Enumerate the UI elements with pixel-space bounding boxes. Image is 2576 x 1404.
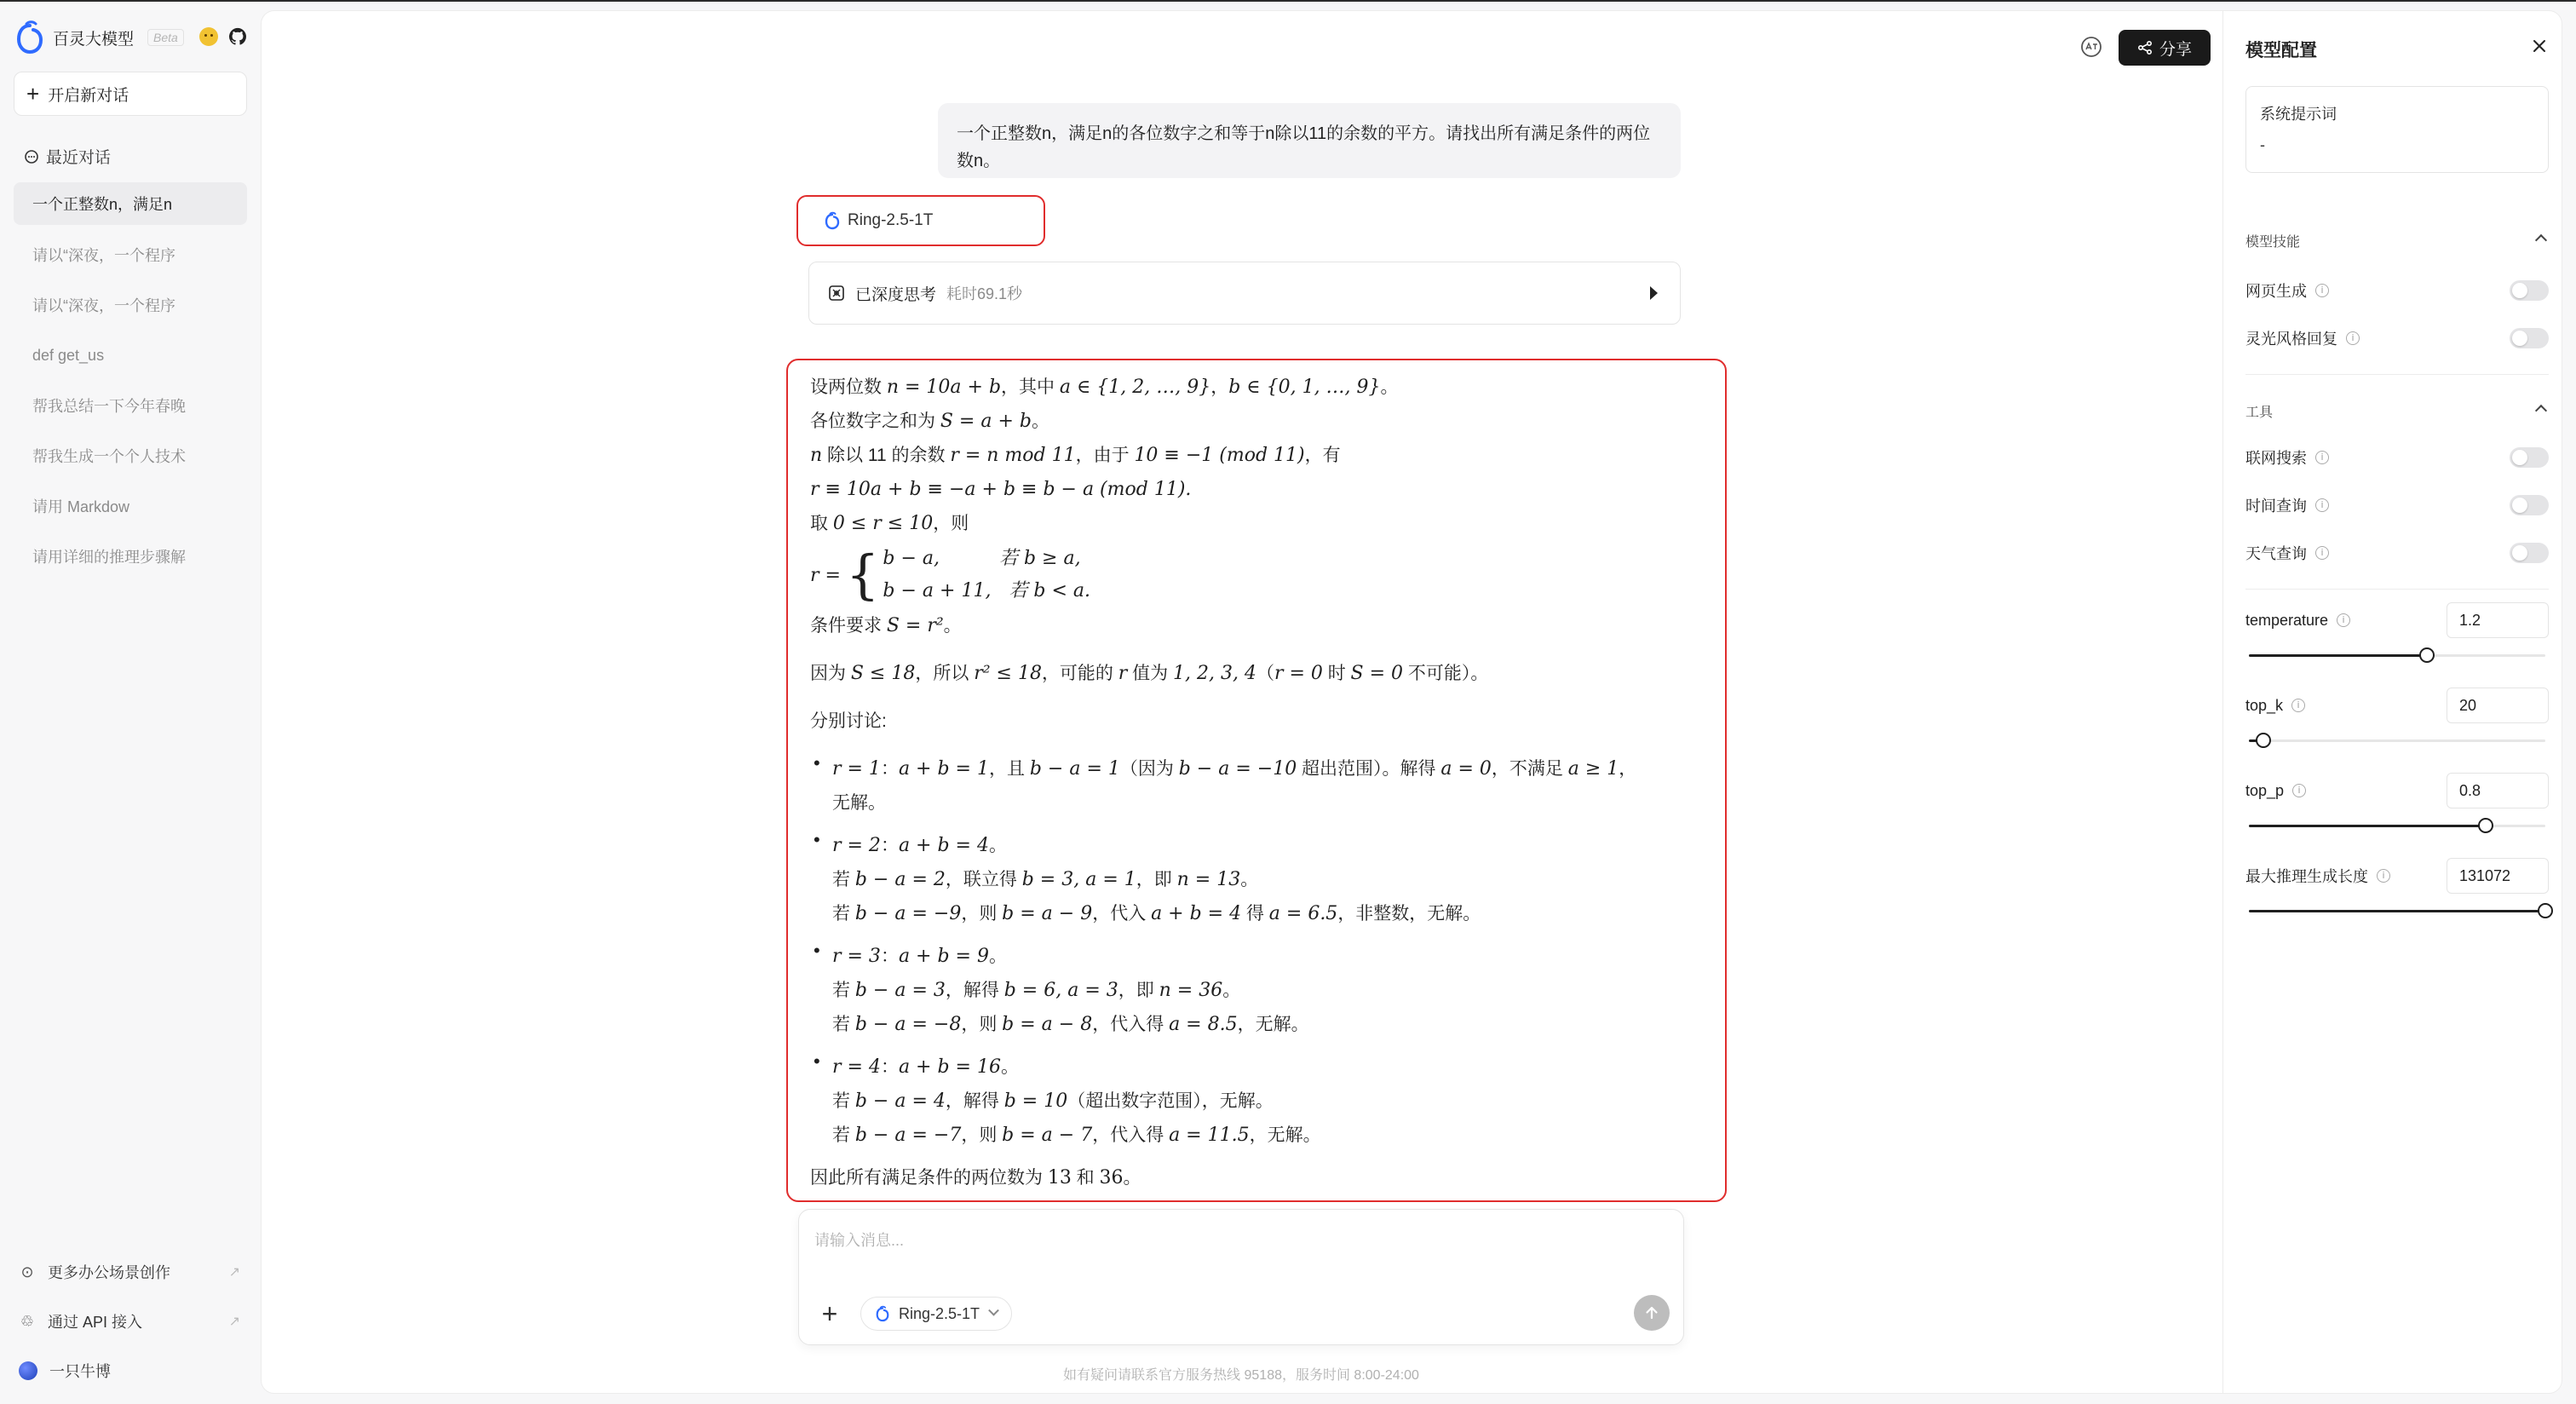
thinking-icon <box>828 285 845 302</box>
emoji-icon[interactable] <box>199 27 218 46</box>
text: 。 <box>943 616 962 636</box>
text: 。 <box>1000 1057 1019 1077</box>
history-item[interactable]: 请以“深夜，一个程序 <box>32 297 175 314</box>
add-attachment-button[interactable]: + <box>821 1298 838 1329</box>
text: ，且 <box>988 759 1030 779</box>
math: b − a, 若 b ≥ a, <box>883 548 1081 569</box>
text: 条件要求 <box>810 616 887 636</box>
math: b = 10 <box>1003 1090 1068 1112</box>
text: ，所以 <box>915 664 975 683</box>
caret-right-icon <box>1650 286 1658 300</box>
text: （因为 <box>1119 759 1179 779</box>
info-icon[interactable]: i <box>2292 784 2306 797</box>
temperature-input[interactable]: 1.2 <box>2447 602 2549 638</box>
text: 超出范围）。解得 <box>1297 759 1441 779</box>
math: 10 ≡ −1 (mod 11) <box>1134 445 1305 466</box>
model-name: Ring-2.5-1T <box>848 211 934 229</box>
info-icon[interactable]: i <box>2315 498 2329 512</box>
text: ，则 <box>961 1015 1003 1034</box>
answer-line <box>832 1085 1725 1119</box>
text: ，解得 <box>945 981 1004 1000</box>
param-label: top_k <box>2245 696 2284 714</box>
skill-row <box>2245 326 2549 350</box>
external-link-icon: ↗ <box>228 1265 240 1280</box>
math: 1, 2, 3, 4 <box>1172 663 1256 684</box>
text: ， <box>1619 759 1637 779</box>
text: ，代入得 <box>1092 1015 1170 1034</box>
piecewise-formula <box>810 541 1725 609</box>
math: b − a = −10 <box>1178 758 1297 780</box>
text: ，非整数，无解。 <box>1337 904 1481 924</box>
answer-line: 无解。 <box>832 793 886 813</box>
slider-handle[interactable] <box>2478 818 2493 833</box>
math: S = 0 <box>1350 663 1404 684</box>
math: b = a − 8 <box>1002 1014 1093 1035</box>
text: ，联立得 <box>945 870 1022 889</box>
spacer <box>810 820 1725 829</box>
divider <box>2245 589 2549 590</box>
answer-line <box>832 940 1725 974</box>
math: a = 6.5 <box>1268 903 1338 924</box>
answer-line <box>810 473 1725 507</box>
web-search-toggle[interactable] <box>2510 447 2549 468</box>
math: r² ≤ 18 <box>974 663 1042 684</box>
recent-chats-label: 最近对话 <box>46 149 112 167</box>
ring-model-icon <box>824 211 841 230</box>
model-tag <box>796 195 1045 246</box>
text: ，代入 <box>1092 904 1152 924</box>
text: （超出数字范围），无解。 <box>1067 1091 1274 1111</box>
text: 。 <box>1031 411 1049 431</box>
system-prompt-box[interactable] <box>2245 86 2549 173</box>
api-icon: ♲ <box>20 1312 35 1330</box>
spacer <box>810 931 1725 940</box>
case-item <box>810 1050 1725 1153</box>
text: 值为 <box>1127 664 1173 683</box>
text: 因此所有满足条件的两位数为 <box>810 1168 1048 1188</box>
text: 除以 11 的余数 <box>822 446 951 465</box>
window-top-border <box>0 0 2576 2</box>
slider-fill <box>2249 910 2545 912</box>
text: 得 <box>1241 904 1269 924</box>
assistant-answer <box>786 359 1727 1202</box>
text: ： <box>880 759 899 779</box>
share-button[interactable] <box>2119 30 2211 66</box>
math: r = 1 <box>832 758 881 780</box>
share-icon <box>2137 40 2153 55</box>
tool-label: 天气查询 <box>2245 545 2307 562</box>
text: ，有 <box>1304 446 1341 465</box>
math: a ≥ 1 <box>1567 758 1619 780</box>
slider-handle[interactable] <box>2419 647 2435 663</box>
math: b − a = 4 <box>854 1090 946 1112</box>
text: 设两位数 <box>810 377 887 397</box>
text: ， <box>1210 377 1229 397</box>
text: ，其中 <box>1001 377 1060 397</box>
math: r <box>1118 663 1128 684</box>
close-icon[interactable] <box>2528 35 2550 57</box>
case-item <box>810 752 1725 820</box>
math: b = 3, a = 1 <box>1021 869 1136 890</box>
skill-row <box>2245 279 2549 302</box>
max-length-input[interactable]: 131072 <box>2447 858 2549 894</box>
top-p-input[interactable]: 0.8 <box>2447 773 2549 808</box>
text: 。 <box>988 947 1007 966</box>
math: b = 6, a = 3 <box>1003 980 1118 1001</box>
text: 若 <box>832 904 855 924</box>
answer-line <box>810 405 1725 439</box>
text: 若 <box>832 1091 855 1111</box>
top-k-slider[interactable] <box>2249 732 2545 749</box>
math: a ∈ {1, 2, …, 9} <box>1059 377 1211 398</box>
info-icon[interactable]: i <box>2346 331 2360 345</box>
chat-bubble-icon <box>24 149 39 164</box>
text: ，解得 <box>945 1091 1004 1111</box>
param-temperature <box>2245 602 2549 638</box>
answer-line <box>832 1119 1725 1153</box>
answer-line <box>832 1008 1725 1042</box>
math: a + b = 4 <box>1151 903 1242 924</box>
model-select[interactable] <box>860 1297 1012 1331</box>
tool-row <box>2245 493 2549 517</box>
text: ，即 <box>1118 981 1159 1000</box>
math: a = 11.5 <box>1169 1125 1250 1146</box>
spacer <box>810 739 1725 752</box>
info-icon[interactable]: i <box>2291 699 2305 712</box>
brand-name: 百灵大模型 <box>53 30 135 49</box>
history-item[interactable]: 一个正整数n，满足n <box>14 182 247 225</box>
text: 。 <box>988 836 1007 855</box>
answer-line <box>810 371 1725 405</box>
info-icon[interactable]: i <box>2315 451 2329 464</box>
new-chat-label: 开启新对话 <box>48 86 129 105</box>
text: 。 <box>1222 981 1241 1000</box>
text: ： <box>880 836 899 855</box>
brace-icon: { <box>845 544 880 606</box>
text: ，无解。 <box>1237 1015 1309 1034</box>
github-icon[interactable] <box>228 27 247 46</box>
param-label: top_p <box>2245 781 2285 799</box>
text: ，则 <box>933 514 969 533</box>
math: a + b = 1 <box>898 758 989 780</box>
text: 因为 <box>810 664 851 683</box>
beta-badge: Beta <box>147 29 184 46</box>
more-scenes-link[interactable] <box>19 1261 240 1283</box>
tool-label: 时间查询 <box>2245 498 2307 515</box>
history-item[interactable]: 请用详细的推理步骤解 <box>32 549 186 566</box>
text: ，可能的 <box>1041 664 1118 683</box>
slider-fill <box>2249 654 2427 657</box>
user-message: 一个正整数n，满足n的各位数字之和等于n除以11的余数的平方。请找出所有满足条件的两位数n。 <box>938 103 1681 178</box>
text: 。 <box>1380 377 1399 397</box>
math: b − a = 3 <box>854 980 946 1001</box>
text: 取 <box>810 514 833 533</box>
chevron-down-icon <box>988 1304 999 1315</box>
thinking-label: 已深度思考 <box>855 285 937 304</box>
math: n = 13 <box>1176 869 1241 890</box>
param-label: temperature <box>2245 611 2329 629</box>
math: n = 36 <box>1159 980 1223 1001</box>
main-panel <box>261 10 2562 1394</box>
recent-chats-header <box>24 145 111 168</box>
skill-label: 灵光风格回复 <box>2245 331 2337 348</box>
math: b − a = 2 <box>854 869 946 890</box>
chevron-up-icon[interactable] <box>2535 234 2547 246</box>
weather-query-toggle[interactable] <box>2510 543 2549 563</box>
tool-row <box>2245 541 2549 565</box>
compass-icon: ⊙ <box>20 1263 34 1280</box>
ring-model-icon <box>875 1305 890 1322</box>
web-generation-toggle[interactable] <box>2510 280 2549 301</box>
model-select-value: Ring-2.5-1T <box>899 1304 980 1322</box>
text: ，则 <box>961 904 1003 924</box>
param-top-p <box>2245 773 2549 808</box>
system-prompt-label: 系统提示词 <box>2260 106 2337 123</box>
plus-icon: + <box>26 81 40 106</box>
skills-section-title: 模型技能 <box>2245 235 2301 250</box>
style-reply-toggle[interactable] <box>2510 328 2549 348</box>
math: a + b = 9 <box>898 946 989 967</box>
api-access-label: 通过 API 接入 <box>48 1314 143 1331</box>
math: b − a = −8 <box>854 1014 962 1035</box>
math: a = 0 <box>1440 758 1492 780</box>
divider <box>2245 374 2549 375</box>
piecewise-cases <box>883 543 1090 607</box>
model-config-panel <box>2222 11 2563 1393</box>
spacer <box>810 691 1725 705</box>
bailing-logo-icon <box>15 20 44 55</box>
text: ，由于 <box>1075 446 1135 465</box>
text: （ <box>1256 664 1274 683</box>
user-profile[interactable] <box>19 1360 240 1382</box>
math: n = 10a + b <box>886 377 1002 398</box>
answer-line <box>810 439 1725 473</box>
math: n <box>810 445 823 466</box>
case-item <box>810 940 1725 1042</box>
info-icon[interactable]: i <box>2315 284 2329 297</box>
math: b = a − 9 <box>1002 903 1093 924</box>
param-top-k <box>2245 688 2549 723</box>
answer-line <box>832 1050 1725 1085</box>
text: 若 <box>832 981 855 1000</box>
math: r = 3 <box>832 946 881 967</box>
answer-line <box>832 829 1725 863</box>
slider-handle[interactable] <box>2256 733 2271 748</box>
top-p-slider[interactable] <box>2249 817 2545 834</box>
math: 0 ≤ r ≤ 10 <box>832 513 934 534</box>
answer-line <box>832 897 1725 931</box>
math: r = n mod 11 <box>950 445 1076 466</box>
math: a + b = 4 <box>898 835 989 856</box>
more-scenes-label: 更多办公场景创作 <box>48 1264 170 1281</box>
message-input-placeholder[interactable]: 请输入消息... <box>814 1232 905 1249</box>
text: ，即 <box>1136 870 1177 889</box>
slider-track <box>2249 739 2545 742</box>
text: ： <box>880 947 899 966</box>
math: b − a = −7 <box>854 1125 962 1146</box>
answer-line <box>832 974 1725 1008</box>
history-item[interactable]: 帮我生成一个个人技术 <box>32 448 186 465</box>
text: 若 <box>832 1015 855 1034</box>
external-link-icon: ↗ <box>228 1315 240 1329</box>
text: ，代入得 <box>1092 1125 1170 1145</box>
math: r = 0 <box>1274 663 1323 684</box>
new-chat-button[interactable] <box>14 72 247 116</box>
slider-fill <box>2249 825 2486 827</box>
answer-line <box>810 657 1725 691</box>
thinking-time: 耗时69.1秒 <box>946 285 1023 302</box>
math: S = a + b <box>940 411 1032 432</box>
math: r ≡ 10a + b ≡ −a + b ≡ b − a (mod 11). <box>810 479 1192 500</box>
history-item[interactable]: 请以“深夜，一个程序 <box>32 247 175 264</box>
math: 13 <box>1047 1167 1072 1188</box>
text: 时 <box>1322 664 1351 683</box>
text: 各位数字之和为 <box>810 411 940 431</box>
username: 一只牛博 <box>49 1363 111 1380</box>
text: 若 <box>832 870 855 889</box>
math: 36 <box>1099 1167 1124 1188</box>
text: 若 <box>832 1125 855 1145</box>
text: ： <box>880 1057 899 1077</box>
tools-section-title: 工具 <box>2245 406 2274 420</box>
param-max-length <box>2245 858 2549 894</box>
skill-label: 网页生成 <box>2245 283 2307 300</box>
chevron-up-icon[interactable] <box>2535 405 2547 417</box>
math: S = r² <box>886 615 944 636</box>
share-label: 分享 <box>2159 40 2192 59</box>
brand[interactable] <box>15 20 184 55</box>
answer-line: 分别讨论: <box>810 711 887 731</box>
info-icon[interactable]: i <box>2315 546 2329 560</box>
answer-line <box>810 1161 1725 1195</box>
math: S ≤ 18 <box>850 663 916 684</box>
sidebar <box>0 2 261 1404</box>
text: ，无解。 <box>1249 1125 1321 1145</box>
math: b = a − 7 <box>1002 1125 1093 1146</box>
answer-line <box>832 863 1725 897</box>
max-length-slider[interactable] <box>2249 902 2545 919</box>
text: ，则 <box>961 1125 1003 1145</box>
text: 不可能）。 <box>1403 664 1489 683</box>
tool-label: 联网搜索 <box>2245 450 2307 467</box>
math: b − a = 1 <box>1029 758 1120 780</box>
answer-line <box>832 752 1725 786</box>
case-item <box>810 829 1725 931</box>
math: r = <box>810 564 841 586</box>
tool-row <box>2245 446 2549 469</box>
spacer <box>810 1042 1725 1050</box>
math: r = 4 <box>832 1056 881 1078</box>
info-icon[interactable]: i <box>2337 613 2350 627</box>
math: r = 2 <box>832 835 881 856</box>
history-item[interactable]: 帮我总结一下今年春晚 <box>32 398 186 415</box>
top-k-input[interactable]: 20 <box>2447 688 2549 723</box>
answer-line <box>810 609 1725 643</box>
time-query-toggle[interactable] <box>2510 495 2549 515</box>
math: b ∈ {0, 1, …, 9} <box>1228 377 1381 398</box>
answer-line <box>810 507 1725 541</box>
spacer <box>810 1153 1725 1161</box>
system-prompt-value[interactable]: - <box>2260 136 2265 153</box>
math: b − a = −9 <box>854 903 962 924</box>
deep-thinking-toggle[interactable] <box>808 262 1681 325</box>
text: 。 <box>1240 870 1259 889</box>
panel-title: 模型配置 <box>2245 41 2317 60</box>
temperature-slider[interactable] <box>2249 647 2545 664</box>
history-item[interactable]: 请用 Markdow <box>32 498 130 515</box>
slider-handle[interactable] <box>2538 903 2553 918</box>
history-item[interactable]: def get_us <box>32 346 105 364</box>
math: a + b = 16 <box>898 1056 1001 1078</box>
send-button[interactable] <box>1634 1295 1670 1331</box>
spacer <box>810 643 1725 657</box>
text: 和 <box>1071 1168 1100 1188</box>
math: b − a + 11, 若 b < a. <box>883 580 1091 601</box>
avatar <box>19 1361 37 1380</box>
arrow-up-icon <box>1643 1304 1660 1321</box>
math: a = 8.5 <box>1169 1014 1238 1035</box>
param-label: 最大推理生成长度 <box>2245 868 2368 885</box>
text: ，不满足 <box>1491 759 1568 779</box>
text: 。 <box>1123 1168 1141 1188</box>
language-icon[interactable] <box>2079 35 2103 59</box>
footer-note: 如有疑问请联系官方服务热线 95188，服务时间 8:00-24:00 <box>1063 1368 1419 1383</box>
info-icon[interactable]: i <box>2377 869 2390 883</box>
api-access-link[interactable] <box>19 1310 240 1332</box>
chat-input-box[interactable] <box>798 1209 1684 1345</box>
